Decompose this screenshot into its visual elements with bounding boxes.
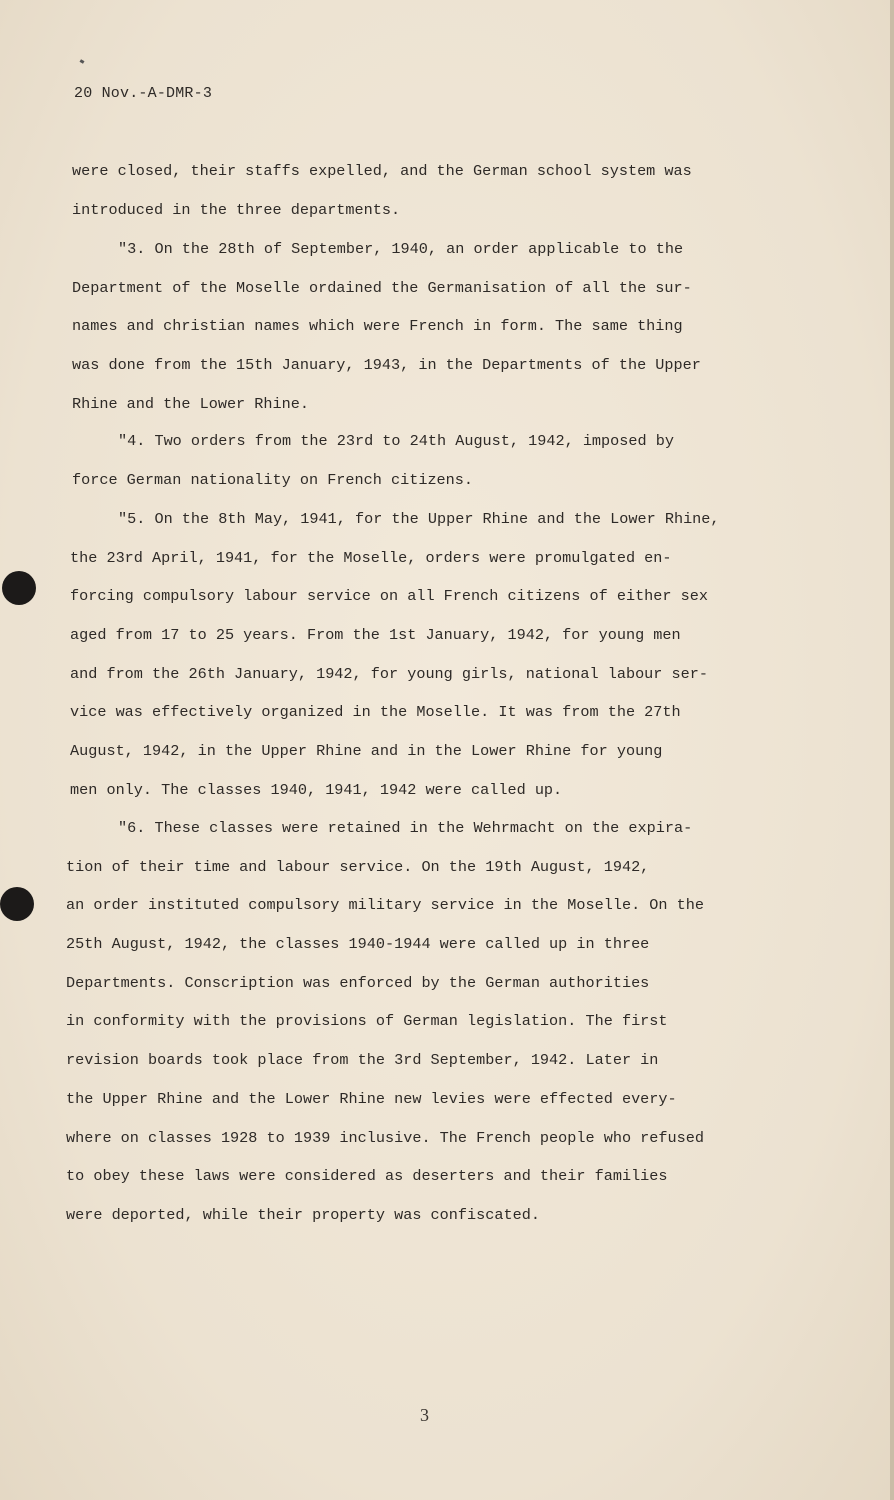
text-line: Departments. Conscription was enforced by the German authorities	[66, 973, 650, 992]
text-line: force German nationality on French citizens.	[72, 470, 474, 489]
text-line: an order instituted compulsory military service in the Moselle. On the	[66, 896, 704, 915]
text-line: August, 1942, in the Upper Rhine and in the Lower Rhine for young	[70, 742, 663, 761]
paragraph-6	[66, 809, 704, 1235]
text-line: introduced in the three departments.	[72, 200, 401, 219]
stray-mark	[80, 59, 85, 64]
punch-hole	[0, 887, 34, 921]
paragraph-5	[70, 500, 720, 810]
text-line: was done from the 15th January, 1943, in the Departments of the Upper	[72, 356, 701, 375]
text-line: were closed, their staffs expelled, and the German school system was	[72, 162, 692, 180]
text-line: where on classes 1928 to 1939 inclusive. The French people who refused	[66, 1128, 704, 1147]
text-line: and from the 26th January, 1942, for young girls, national labour ser-	[70, 664, 708, 683]
text-line: in conformity with the provisions of German legislation. The first	[66, 1012, 668, 1031]
text-line: "4. Two orders from the 23rd to 24th August, 1942, imposed by	[118, 432, 674, 450]
text-line: "3. On the 28th of September, 1940, an order applicable to the	[118, 240, 684, 258]
paragraph-4	[72, 422, 674, 499]
paragraph-intro	[72, 152, 692, 229]
text-line: to obey these laws were considered as deserters and their families	[66, 1167, 668, 1186]
text-line: aged from 17 to 25 years. From the 1st January, 1942, for young men	[70, 626, 681, 645]
text-line: were deported, while their property was confiscated.	[66, 1205, 540, 1224]
text-line: men only. The classes 1940, 1941, 1942 were called up.	[70, 780, 563, 799]
punch-hole	[2, 571, 36, 605]
text-line: 25th August, 1942, the classes 1940-1944 were called up in three	[66, 935, 650, 954]
text-line: "5. On the 8th May, 1941, for the Upper Rhine and the Lower Rhine,	[118, 510, 720, 528]
paragraph-3	[72, 230, 701, 423]
text-line: forcing compulsory labour service on all French citizens of either sex	[70, 587, 708, 606]
text-line: names and christian names which were French in form. The same thing	[72, 317, 683, 336]
text-line: "6. These classes were retained in the Wehrmacht on the expira-	[118, 819, 693, 837]
page-number: 3	[420, 1405, 429, 1425]
text-line: the 23rd April, 1941, for the Moselle, orders were promulgated en-	[70, 548, 672, 567]
page-edge	[890, 0, 894, 1500]
text-line: Rhine and the Lower Rhine.	[72, 394, 309, 413]
text-line: vice was effectively organized in the Moselle. It was from the 27th	[70, 703, 681, 722]
document-reference: 20 Nov.-A-DMR-3	[74, 85, 213, 102]
text-line: tion of their time and labour service. On the 19th August, 1942,	[66, 857, 650, 876]
text-line: the Upper Rhine and the Lower Rhine new levies were effected every-	[66, 1089, 677, 1108]
text-line: revision boards took place from the 3rd September, 1942. Later in	[66, 1051, 659, 1070]
text-line: Department of the Moselle ordained the Germanisation of all the sur-	[72, 278, 692, 297]
